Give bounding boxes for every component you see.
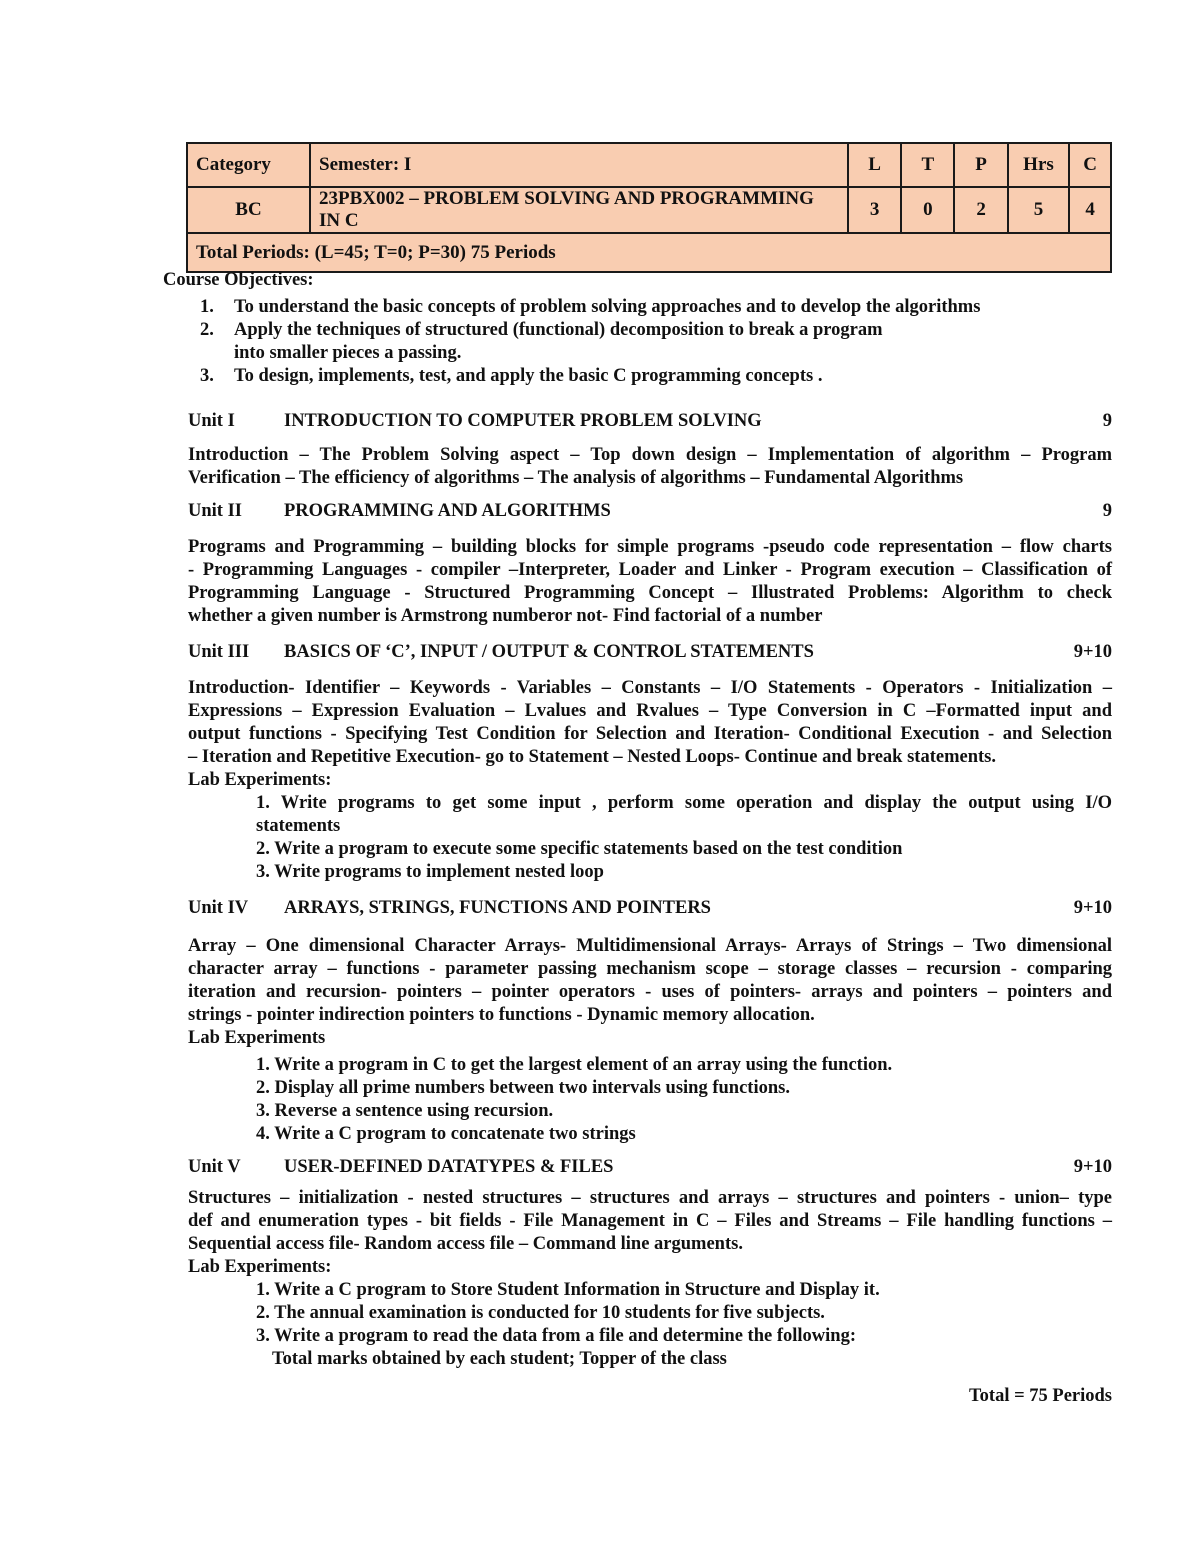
unit-1-content: Introduction – The Problem Solving aspect – Top down design – Implementation of algorithm – Program Verification – The efficiency of algorithms – The analysis of algorithms – Fundamental Algorithms	[188, 445, 1112, 488]
unit-hours: 9	[1102, 501, 1112, 521]
list-item: 3. Reverse a sentence using recursion.	[256, 1101, 554, 1121]
l-value: 3	[848, 187, 901, 233]
list-item: 1. To understand the basic concepts of problem solving approaches and to develop the algorithms	[200, 297, 981, 317]
list-item: 1. Write a C program to Store Student Information in Structure and Display it.	[256, 1280, 880, 1300]
unit-title: USER-DEFINED DATATYPES & FILES	[284, 1157, 614, 1177]
t-header: T	[901, 143, 954, 187]
list-item: 2. The annual examination is conducted for 10 students for five subjects.	[256, 1303, 825, 1323]
unit-label: Unit V	[188, 1157, 241, 1177]
lab-heading: Lab Experiments:	[188, 770, 332, 790]
hrs-header: Hrs	[1008, 143, 1070, 187]
lab-heading: Lab Experiments:	[188, 1257, 332, 1277]
unit-hours: 9+10	[1073, 642, 1112, 662]
unit-5-content: Structures – initialization - nested structures – structures and arrays – structures and pointers - union– type def and enumeration types - bit fields - File Management in C – Files and Streams – File handling functions – Sequential access file- Random access file – Command line arguments. Lab Experiments:	[188, 1188, 1112, 1277]
list-item: 3. Write a program to read the data from a file and determine the following:	[256, 1326, 856, 1346]
unit-label: Unit II	[188, 501, 242, 521]
unit-title: INTRODUCTION TO COMPUTER PROBLEM SOLVING	[284, 411, 762, 431]
list-item-continuation: statements	[256, 816, 341, 836]
list-item-continuation: Total marks obtained by each student; Topper of the class	[272, 1349, 727, 1369]
unit-title: ARRAYS, STRINGS, FUNCTIONS AND POINTERS	[284, 898, 711, 918]
t-value: 0	[901, 187, 954, 233]
unit-title: BASICS OF ‘C’, INPUT / OUTPUT & CONTROL STATEMENTS	[284, 642, 814, 662]
list-item: 2. Write a program to execute some specific statements based on the test condition	[256, 839, 903, 859]
list-item: 3. Write programs to implement nested loop	[256, 862, 604, 882]
unit-2-content: Programs and Programming – building blocks for simple programs -pseudo code representation – flow charts - Programming Languages - compiler –Interpreter, Loader and Linker - Program execution – Classification of Programming Language - Structured Programming Concept – Illustrated Problems: Algorithm to check whether a given number is Armstrong numberor not- Find factorial of a number	[188, 537, 1112, 626]
total-periods: Total Periods: (L=45; T=0; P=30) 75 Periods	[187, 233, 1111, 272]
hrs-value: 5	[1008, 187, 1070, 233]
unit-5-labs	[256, 1279, 880, 1371]
p-header: P	[954, 143, 1007, 187]
list-item: 2. Apply the techniques of structured (functional) decomposition to break a program	[200, 320, 883, 340]
unit-hours: 9+10	[1073, 898, 1112, 918]
unit-4-content: Array – One dimensional Character Arrays- Multidimensional Arrays- Arrays of Strings – Two dimensional character array – functions - parameter passing mechanism scope – storage classes – recursion - comparing iteration and recursion- pointers – pointer operators - uses of pointers- arrays and pointers – pointers and strings - pointer indirection pointers to functions - Dynamic memory allocation. Lab Experiments	[188, 936, 1112, 1048]
list-item: 2. Display all prime numbers between two intervals using functions.	[256, 1078, 790, 1098]
course-header-table	[186, 142, 1112, 273]
unit-hours: 9+10	[1073, 1157, 1112, 1177]
semester-header: Semester: I	[310, 143, 848, 187]
unit-4-header	[188, 898, 1112, 922]
list-item: 3. To design, implements, test, and apply the basic C programming concepts .	[200, 366, 823, 386]
unit-3-header	[188, 642, 1112, 666]
objectives-list	[200, 296, 980, 388]
unit-1-header	[188, 411, 1112, 435]
objectives-heading: Course Objectives:	[163, 270, 314, 290]
category-header: Category	[187, 143, 310, 187]
list-item: 4. Write a C program to concatenate two strings	[256, 1124, 636, 1144]
l-header: L	[848, 143, 901, 187]
list-item-continuation: into smaller pieces a passing.	[234, 343, 462, 363]
unit-3-labs	[256, 792, 1112, 884]
c-value: 4	[1069, 187, 1111, 233]
total-periods-footer: Total = 75 Periods	[969, 1386, 1112, 1406]
unit-title: PROGRAMMING AND ALGORITHMS	[284, 501, 611, 521]
unit-label: Unit IV	[188, 898, 249, 918]
unit-4-labs	[256, 1054, 892, 1146]
list-item: 1. Write a program in C to get the largest element of an array using the function.	[256, 1055, 893, 1075]
unit-2-header	[188, 501, 1112, 525]
unit-label: Unit I	[188, 411, 235, 431]
category-value: BC	[187, 187, 310, 233]
unit-hours: 9	[1102, 411, 1112, 431]
list-item: 1. Write programs to get some input , perform some operation and display the output using I/O	[256, 793, 1112, 813]
course-title: 23PBX002 – PROBLEM SOLVING AND PROGRAMMING IN C	[310, 187, 848, 233]
lab-heading: Lab Experiments	[188, 1028, 326, 1048]
unit-5-header	[188, 1157, 1112, 1181]
c-header: C	[1069, 143, 1111, 187]
unit-label: Unit III	[188, 642, 250, 662]
p-value: 2	[954, 187, 1007, 233]
unit-3-content: Introduction- Identifier – Keywords - Variables – Constants – I/O Statements - Operators - Initialization – Expressions – Expression Evaluation – Lvalues and Rvalues – Type Conversion in C –Formatted input and output functions - Specifying Test Condition for Selection and Iteration- Conditional Execution - and Selection – Iteration and Repetitive Execution- go to Statement – Nested Loops- Continue and break statements. Lab Experiments:	[188, 678, 1112, 790]
